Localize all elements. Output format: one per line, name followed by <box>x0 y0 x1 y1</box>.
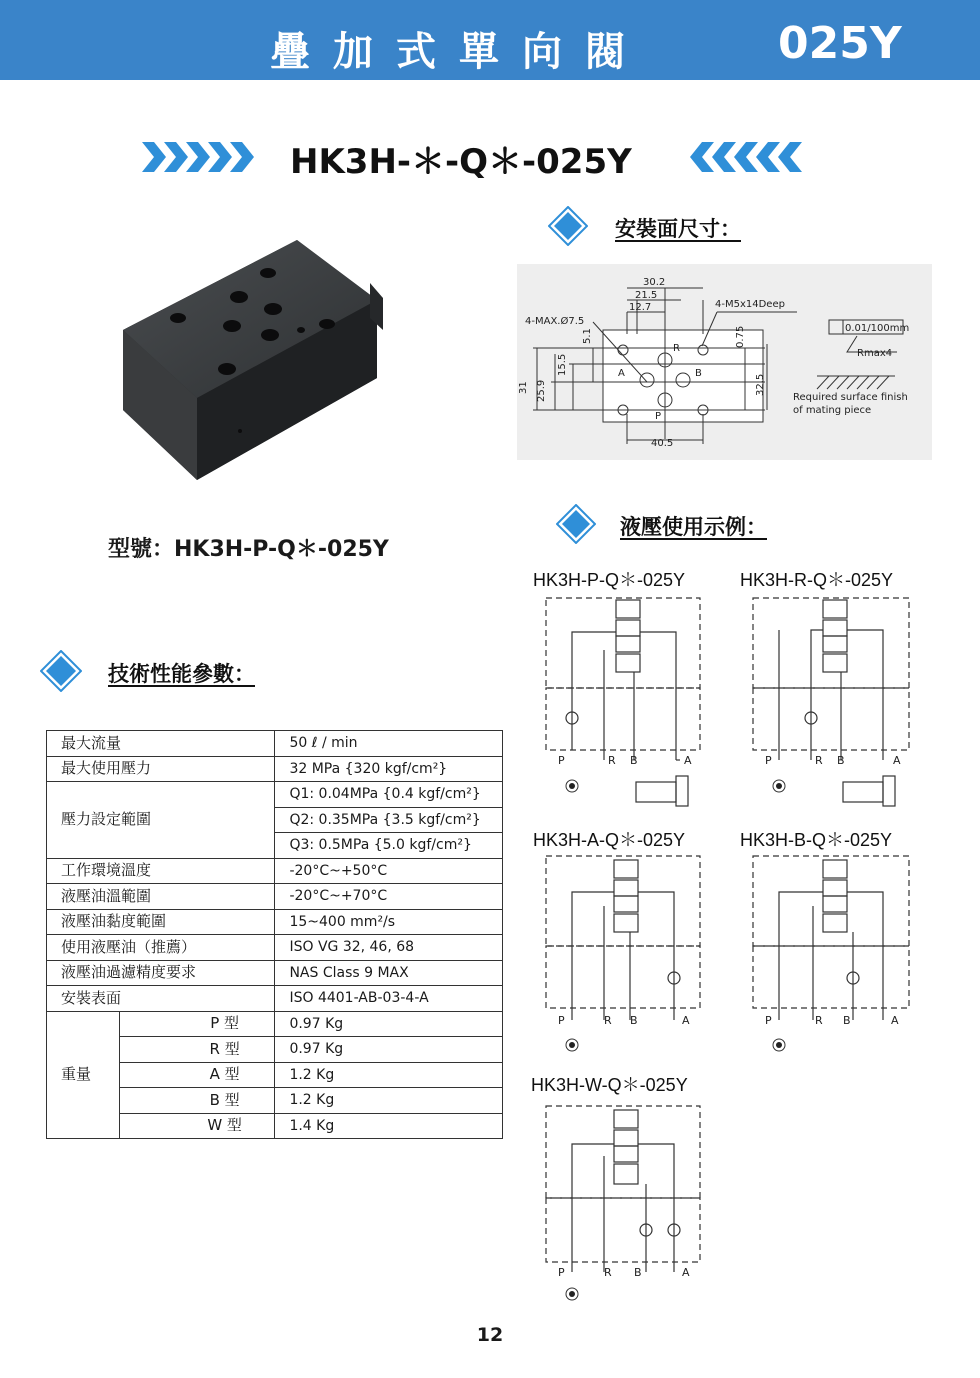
weight-type: W 型 <box>119 1113 275 1139</box>
mounting-section-title: 安裝面尺寸： <box>615 217 741 241</box>
port-a: A <box>891 1014 899 1027</box>
spec-table <box>46 730 503 1139</box>
rmax-note: Rmax4 <box>857 348 893 359</box>
port-a: A <box>618 368 625 379</box>
spec-value: ISO 4401-AB-03-4-A <box>275 986 503 1012</box>
weight-value: 0.97 Kg <box>275 1011 503 1037</box>
spec-value: 32 MPa {320 kgf/cm²} <box>275 756 503 782</box>
circuit-label-w: HK3H-W-Q＊-025Y <box>531 1075 688 1095</box>
chevrons-right-icon <box>142 138 272 176</box>
port-b: B <box>630 1014 638 1027</box>
port-p: P <box>558 1266 565 1279</box>
spec-value: 50 ℓ / min <box>275 731 503 757</box>
circuit-diagram-p <box>526 590 716 810</box>
diamond-icon <box>40 650 82 692</box>
finish-note-2: of mating piece <box>793 405 872 416</box>
spec-section-title: 技術性能參數： <box>108 662 255 686</box>
mounting-drawing <box>517 264 932 460</box>
dim-25-9: 25.9 <box>536 379 547 402</box>
port-p: P <box>558 1014 565 1027</box>
spec-value: Q1: 0.04MPa {0.4 kgf/cm²} <box>275 782 503 808</box>
page-number: 12 <box>476 1324 504 1346</box>
dim-21-5: 21.5 <box>635 290 658 301</box>
port-a: A <box>682 1266 690 1279</box>
port-p: P <box>558 754 565 767</box>
dim-32-5: 32.5 <box>755 373 766 396</box>
weight-value: 1.2 Kg <box>275 1062 503 1088</box>
finish-note-1: Required surface finish <box>793 392 908 403</box>
table-row <box>47 909 503 935</box>
table-row <box>47 756 503 782</box>
weight-type: P 型 <box>119 1011 275 1037</box>
port-r: R <box>815 754 823 767</box>
model-label: 型號：HK3H-P-Q＊-025Y <box>108 537 389 562</box>
spec-value: NAS Class 9 MAX <box>275 960 503 986</box>
circuit-label-p: HK3H-P-Q＊-025Y <box>533 570 686 590</box>
weight-value: 1.2 Kg <box>275 1088 503 1114</box>
spec-label: 最大使用壓力 <box>47 756 275 782</box>
spec-label: 液壓油溫範圍 <box>47 884 275 910</box>
table-row <box>47 731 503 757</box>
circuit-diagram-b <box>733 850 923 1056</box>
dim-0-75: 0.75 <box>735 325 746 348</box>
weight-type: B 型 <box>119 1088 275 1114</box>
dim-12-7: 12.7 <box>629 302 652 313</box>
port-b: B <box>630 754 638 767</box>
dim-screw: 4-M5x14Deep <box>715 299 785 310</box>
series-code: 025Y <box>778 18 902 69</box>
circuit-label-a: HK3H-A-Q＊-025Y <box>533 830 686 850</box>
weight-value: 1.4 Kg <box>275 1113 503 1139</box>
spec-value: -20°C~+50°C <box>275 858 503 884</box>
spec-value: ISO VG 32, 46, 68 <box>275 935 503 961</box>
port-b: B <box>695 368 702 379</box>
dim-40-5: 40.5 <box>651 438 674 449</box>
diamond-icon <box>556 504 596 544</box>
weight-type: R 型 <box>119 1037 275 1063</box>
dim-30-2: 30.2 <box>643 277 666 288</box>
port-b: B <box>843 1014 851 1027</box>
page-title: 疊加式單向閥 <box>270 29 648 75</box>
table-row <box>47 858 503 884</box>
table-row <box>47 935 503 961</box>
diamond-icon <box>548 206 588 246</box>
weight-value: 0.97 Kg <box>275 1037 503 1063</box>
port-p: P <box>765 754 772 767</box>
port-r: R <box>673 343 680 354</box>
chevrons-left-icon <box>672 138 802 176</box>
circuit-section-title: 液壓使用示例： <box>620 515 767 539</box>
table-row <box>47 960 503 986</box>
spec-value: -20°C~+70°C <box>275 884 503 910</box>
model-title: HK3H-＊-Q＊-025Y <box>290 142 632 182</box>
spec-label: 安裝表面 <box>47 986 275 1012</box>
dim-holes: 4-MAX.Ø7.5 <box>525 316 585 327</box>
circuit-label-b: HK3H-B-Q＊-025Y <box>740 830 893 850</box>
port-b: B <box>634 1266 642 1279</box>
table-row <box>47 884 503 910</box>
port-a: A <box>682 1014 690 1027</box>
spec-value: 15~400 mm²/s <box>275 909 503 935</box>
port-p: P <box>765 1014 772 1027</box>
circuit-diagram-a <box>526 850 716 1056</box>
circuit-diagram-r <box>733 590 923 810</box>
dim-31: 31 <box>518 381 529 394</box>
spec-label: 工作環境溫度 <box>47 858 275 884</box>
table-row <box>47 1011 503 1037</box>
port-b: B <box>837 754 845 767</box>
spec-label: 液壓油黏度範圍 <box>47 909 275 935</box>
circuit-diagram-w <box>526 1100 716 1310</box>
port-r: R <box>604 1014 612 1027</box>
spec-label: 重量 <box>47 1011 120 1139</box>
spec-label: 使用液壓油（推薦） <box>47 935 275 961</box>
table-row <box>47 782 503 808</box>
spec-value: Q2: 0.35MPa {3.5 kgf/cm²} <box>275 807 503 833</box>
weight-type: A 型 <box>119 1062 275 1088</box>
port-r: R <box>608 754 616 767</box>
port-a: A <box>684 754 692 767</box>
valve-photo <box>115 238 390 486</box>
port-r: R <box>815 1014 823 1027</box>
table-row <box>47 986 503 1012</box>
spec-value: Q3: 0.5MPa {5.0 kgf/cm²} <box>275 833 503 859</box>
spec-label: 最大流量 <box>47 731 275 757</box>
port-p: P <box>655 411 662 422</box>
port-a: A <box>893 754 901 767</box>
spec-label: 液壓油過濾精度要求 <box>47 960 275 986</box>
spec-label: 壓力設定範圍 <box>47 782 275 859</box>
flatness-note: 0.01/100mm <box>845 323 910 334</box>
dim-5-1: 5.1 <box>582 328 593 344</box>
circuit-label-r: HK3H-R-Q＊-025Y <box>740 570 894 590</box>
dim-15-5: 15.5 <box>557 353 568 376</box>
port-r: R <box>604 1266 612 1279</box>
